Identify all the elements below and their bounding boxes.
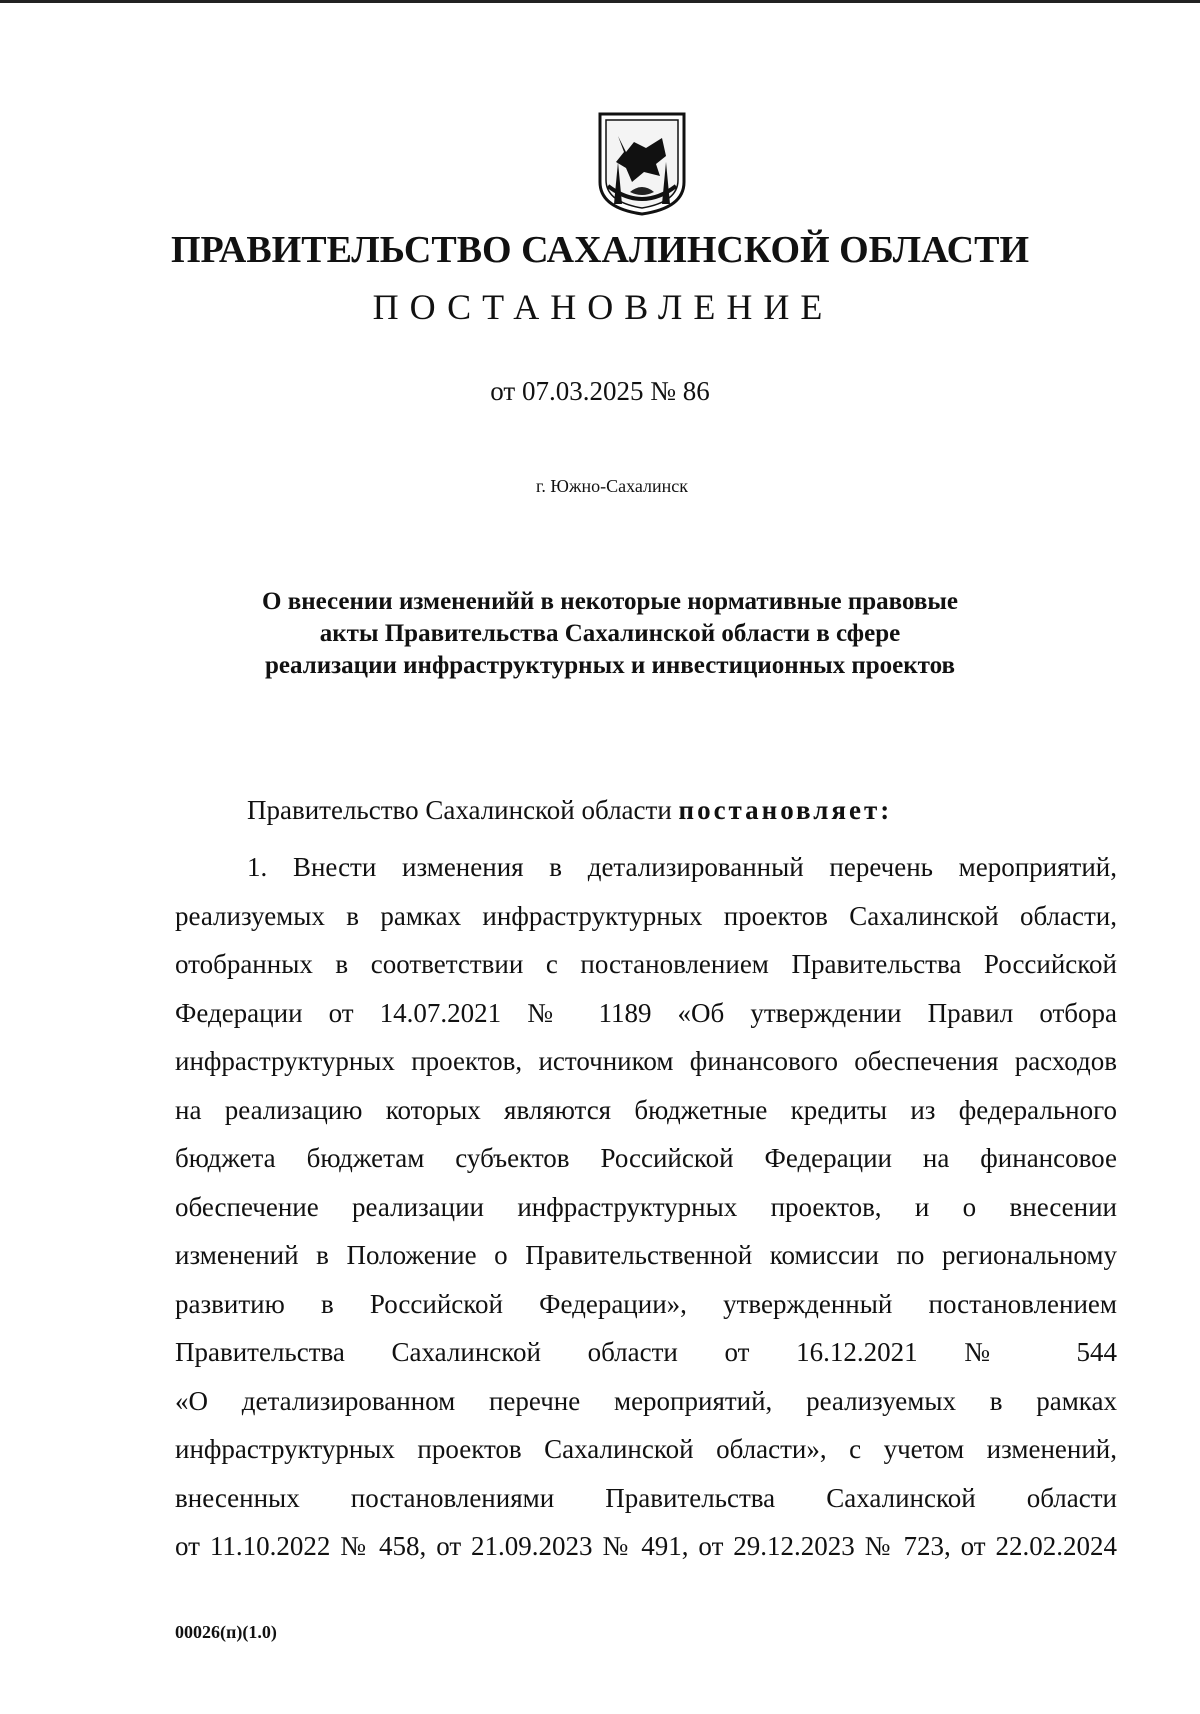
- paragraph-line: Федерации от 14.07.2021 № 1189 «Об утверждении Правил отбора: [175, 997, 1117, 1028]
- paragraph-line: внесенных постановлениями Правительства Сахалинской области: [175, 1482, 1117, 1513]
- intro-text: Правительство Сахалинской области: [247, 795, 679, 825]
- form-code: 00026(п)(1.0): [175, 1622, 277, 1642]
- resolution-intro: [247, 795, 892, 826]
- paragraph-line: обеспечение реализации инфраструктурных проектов, и о внесении: [175, 1191, 1117, 1222]
- coat-of-arms-emblem: [596, 112, 688, 216]
- paragraph-line: реализуемых в рамках инфраструктурных проектов Сахалинской области,: [175, 900, 1117, 931]
- paragraph-line: отобранных в соответствии с постановлением Правительства Российской: [175, 949, 1117, 979]
- government-title: ПРАВИТЕЛЬСТВО САХАЛИНСКОЙ ОБЛАСТИ: [170, 229, 1030, 271]
- paragraph-line: Правительства Сахалинской области от 16.12.2021 № 544: [175, 1337, 1117, 1367]
- subject-line: реализации инфраструктурных и инвестиционных проектов: [264, 652, 956, 679]
- document-type: ПОСТАНОВЛЕНИЕ: [372, 287, 834, 327]
- subject-line: акты Правительства Сахалинской области в сфере: [319, 620, 901, 647]
- paragraph-line: «О детализированном перечне мероприятий, реализуемых в рамках: [175, 1385, 1117, 1416]
- document-city: г. Южно-Сахалинск: [535, 476, 689, 496]
- paragraph-line: инфраструктурных проектов, источником финансового обеспечения расходов: [175, 1046, 1117, 1076]
- document-date-number: от 07.03.2025 № 86: [490, 376, 710, 406]
- paragraph-line: на реализацию которых являются бюджетные кредиты из федерального: [175, 1094, 1117, 1125]
- paragraph-line: от 11.10.2022 № 458, от 21.09.2023 № 491, от 29.12.2023 № 723, от 22.02.2024: [175, 1531, 1117, 1561]
- page-top-border: [0, 0, 1200, 3]
- paragraph-line: изменений в Положение о Правительственной комиссии по региональному: [175, 1240, 1117, 1270]
- paragraph-line: инфраструктурных проектов Сахалинской области», с учетом изменений,: [175, 1434, 1117, 1464]
- document-subject: [150, 586, 1070, 682]
- paragraph-line: 1. Внести изменения в детализированный перечень мероприятий,: [247, 852, 1117, 882]
- subject-line: О внесении измененийй в некоторые нормативные правовые: [262, 588, 958, 615]
- paragraph-1: [175, 843, 1117, 1571]
- paragraph-line: бюджета бюджетам субъектов Российской Федерации на финансовое: [175, 1143, 1117, 1173]
- intro-emphasis: постановляет:: [678, 795, 893, 825]
- paragraph-line: развитию в Российской Федерации», утвержденный постановлением: [175, 1288, 1117, 1319]
